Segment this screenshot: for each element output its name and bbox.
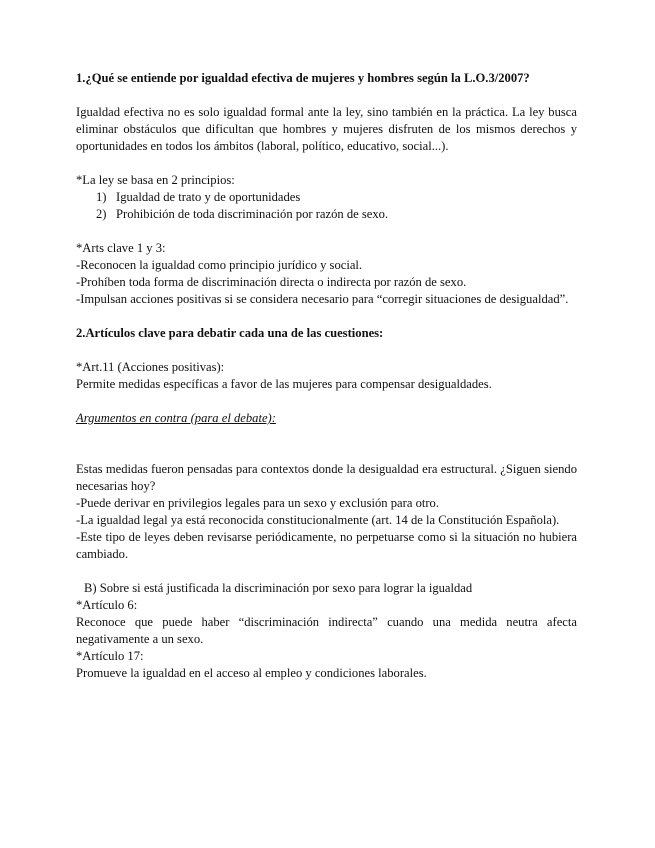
- section-1-heading: 1.¿Qué se entiende por igualdad efectiva de mujeres y hombres según la L.O.3/2007?: [76, 71, 530, 85]
- document-page: [76, 70, 577, 682]
- section-2-heading: 2.Artículos clave para debatir cada una de las cuestiones:: [76, 326, 384, 340]
- spacer: [76, 223, 577, 240]
- spacer: [76, 393, 577, 410]
- list-item: [76, 206, 577, 223]
- art11-text: Permite medidas específicas a favor de las mujeres para compensar desigualdades.: [76, 377, 492, 391]
- section-1-intro: Igualdad efectiva no es solo igualdad formal ante la ley, sino también en la práctica. La ley busca eliminar obstáculos que dificultan que hombres y mujeres disfruten de los mismos derechos y oportunidades en todos los ámbitos (laboral, político, educativo, social...).: [76, 105, 577, 153]
- spacer: [76, 308, 577, 325]
- spacer: [76, 155, 577, 172]
- spacer: [76, 427, 577, 444]
- list-item-number: 1): [96, 190, 107, 204]
- art11-label: *Art.11 (Acciones positivas):: [76, 360, 225, 374]
- arts-point: -Prohíben toda forma de discriminación directa o indirecta por razón de sexo.: [76, 275, 467, 289]
- art6-text: Reconoce que puede haber “discriminación indirecta” cuando una medida neutra afecta negativamente a un sexo.: [76, 615, 577, 646]
- list-item-text: Prohibición de toda discriminación por razón de sexo.: [116, 207, 389, 221]
- list-item-text: Igualdad de trato y de oportunidades: [116, 190, 301, 204]
- spacer: [76, 563, 577, 580]
- list-item: [76, 189, 577, 206]
- art17-label: *Artículo 17:: [76, 649, 144, 663]
- art17-text: Promueve la igualdad en el acceso al empleo y condiciones laborales.: [76, 666, 427, 680]
- arts-label: *Arts clave 1 y 3:: [76, 241, 166, 255]
- against-point: -Puede derivar en privilegios legales para un sexo y exclusión para otro.: [76, 496, 439, 510]
- spacer: [76, 87, 577, 104]
- list-item-number: 2): [96, 207, 107, 221]
- art6-label: *Artículo 6:: [76, 598, 138, 612]
- against-point: Estas medidas fueron pensadas para contextos donde la desigualdad era estructural. ¿Siguen siendo necesarias hoy?: [76, 462, 577, 493]
- principles-list: [76, 189, 577, 223]
- arts-point: -Impulsan acciones positivas si se considera necesario para “corregir situaciones de desigualdad”.: [76, 292, 569, 306]
- against-point: -Este tipo de leyes deben revisarse periódicamente, no perpetuarse como si la situación no hubiera cambiado.: [76, 530, 577, 561]
- subsection-b-heading: B) Sobre si está justificada la discriminación por sexo para lograr la igualdad: [84, 581, 473, 595]
- against-arguments-heading: Argumentos en contra (para el debate):: [76, 411, 276, 425]
- against-point: -La igualdad legal ya está reconocida constitucionalmente (art. 14 de la Constitución Española).: [76, 513, 560, 527]
- arts-point: -Reconocen la igualdad como principio jurídico y social.: [76, 258, 363, 272]
- spacer: [76, 444, 577, 461]
- spacer: [76, 342, 577, 359]
- principles-label: *La ley se basa en 2 principios:: [76, 173, 235, 187]
